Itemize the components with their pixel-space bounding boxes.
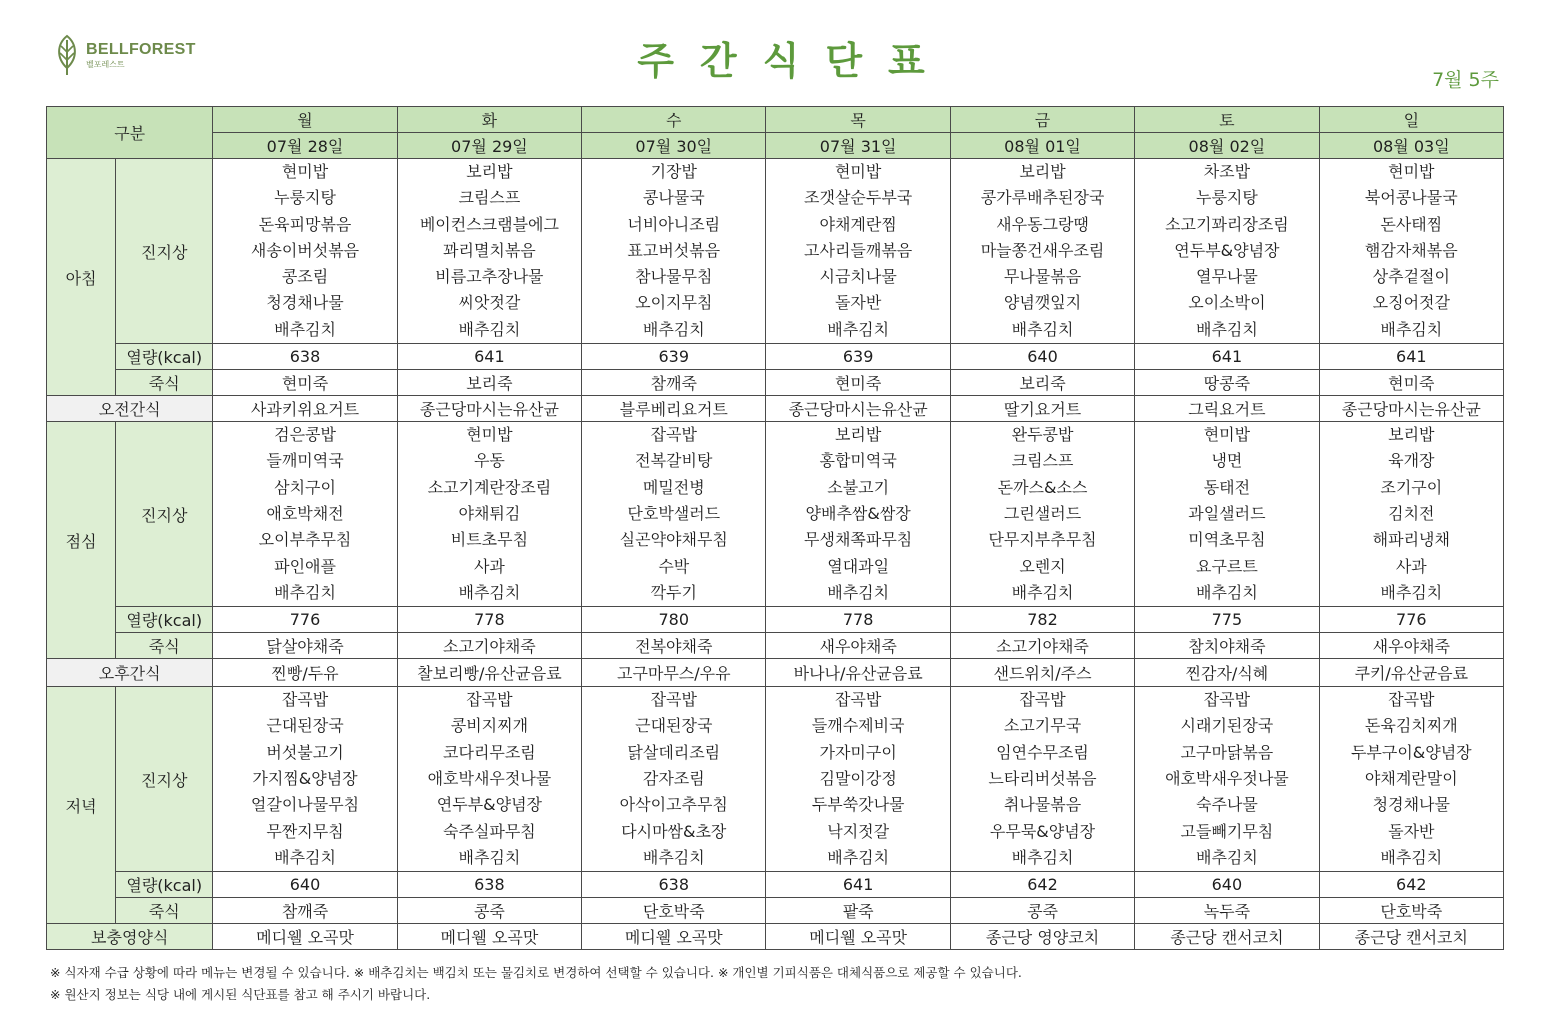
menu-item: 임연수무조림 <box>996 742 1089 762</box>
breakfast-kcal-value: 641 <box>397 344 581 370</box>
lunch-porridge-label: 죽식 <box>116 633 213 659</box>
menu-item: 배추김치 <box>458 319 521 339</box>
menu-item: 양배추쌈&쌈장 <box>805 503 911 523</box>
menu-item: 버섯불고기 <box>266 742 344 762</box>
menu-item: 돌자반 <box>834 293 882 313</box>
menu-item: 비트초무침 <box>450 530 529 550</box>
lunch-kcal-value: 776 <box>213 607 397 633</box>
am_snack-item: 블루베리요거트 <box>582 396 766 422</box>
dinner-menu-cell <box>1135 687 1319 872</box>
menu-item: 닭살데리조림 <box>627 742 721 762</box>
menu-item: 연두부&양념장 <box>436 795 543 815</box>
menu-item: 콩조림 <box>281 267 329 287</box>
menu-item: 수박 <box>658 556 690 576</box>
header-row-dates <box>47 133 1504 159</box>
menu-item: 소고기꽈리장조림 <box>1165 214 1289 234</box>
dinner-menu-cell <box>582 687 766 872</box>
menu-item: 보리밥 <box>466 162 513 181</box>
dinner-porridge-item: 팥죽 <box>766 898 950 924</box>
lunch-kcal-label: 열량(kcal) <box>116 607 213 633</box>
dinner-label: 저녁 <box>47 687 116 924</box>
menu-item: 야채계란말이 <box>1364 769 1458 789</box>
dinner-main-label: 진지상 <box>116 687 213 872</box>
menu-item: 햄감자채볶음 <box>1364 240 1458 260</box>
breakfast-kcal-value: 639 <box>582 344 766 370</box>
breakfast-menu-cell <box>397 159 581 344</box>
day-header: 화 <box>397 107 581 133</box>
menu-item: 돈까스&소스 <box>997 477 1088 497</box>
breakfast-menu-cell <box>766 159 950 344</box>
menu-item: 크림스프 <box>458 188 521 208</box>
menu-item: 참나물무침 <box>635 267 713 287</box>
supplement-item: 종근당 캔서코치 <box>1319 924 1503 950</box>
menu-item: 표고버섯볶음 <box>627 240 721 260</box>
supplement-item: 메디웰 오곡맛 <box>582 924 766 950</box>
lunch-porridge-item: 새우야채죽 <box>1319 633 1503 659</box>
menu-item: 냉면 <box>1211 451 1243 471</box>
supplement-item: 종근당 캔서코치 <box>1135 924 1319 950</box>
menu-item: 오이소박이 <box>1188 293 1266 313</box>
menu-item: 돈육김치찌개 <box>1364 716 1458 736</box>
breakfast-menu-cell <box>1319 159 1503 344</box>
menu-item: 깍두기 <box>650 582 697 602</box>
menu-item: 근대된장국 <box>635 716 713 736</box>
menu-item: 숙주실파무침 <box>443 821 536 841</box>
menu-item: 배추김치 <box>1195 582 1258 602</box>
lunch-porridge-item: 참치야채죽 <box>1135 633 1319 659</box>
menu-item: 돌자반 <box>1388 821 1435 841</box>
menu-item: 배추김치 <box>827 582 890 602</box>
menu-item: 요구르트 <box>1195 556 1258 576</box>
pm_snack-item: 샌드위치/주스 <box>950 659 1134 687</box>
note-line: ※ 원산지 정보는 식당 내에 게시된 식단표를 참고 해 주시기 바랍니다. <box>50 987 431 1002</box>
menu-item: 콩가루배추된장국 <box>980 188 1105 208</box>
menu-item: 현미밥 <box>834 162 882 181</box>
menu-item: 김치전 <box>1388 503 1435 523</box>
menu-item: 잡곡밥 <box>834 690 882 710</box>
menu-item: 배추김치 <box>1380 582 1443 602</box>
menu-item: 연두부&양념장 <box>1174 240 1280 260</box>
menu-item: 메밀전병 <box>642 477 705 497</box>
dinner-menu-cell <box>213 687 397 872</box>
date-header: 08월 02일 <box>1135 133 1319 159</box>
lunch-label: 점심 <box>47 422 116 659</box>
menu-item: 배추김치 <box>274 847 336 867</box>
supplement-row <box>47 924 1504 950</box>
menu-item: 무나물볶음 <box>1003 267 1082 287</box>
lunch-kcal-row <box>47 607 1504 633</box>
dinner-porridge-label: 죽식 <box>116 898 213 924</box>
notes <box>50 962 1022 1006</box>
breakfast-porridge-label: 죽식 <box>116 370 213 396</box>
dinner-porridge-item: 콩죽 <box>397 898 581 924</box>
menu-item: 보리밥 <box>1019 162 1066 181</box>
menu-item: 현미밥 <box>466 425 513 445</box>
header-row-days <box>47 107 1504 133</box>
menu-item: 양념깻잎지 <box>1003 293 1082 313</box>
menu-item: 파인애플 <box>274 556 336 576</box>
dinner-kcal-row <box>47 872 1504 898</box>
breakfast-main-row <box>47 159 1504 344</box>
menu-item: 우동 <box>473 451 505 471</box>
logo-subtitle: 벨포레스트 <box>86 59 125 69</box>
week-label: 7월 5주 <box>1432 69 1499 91</box>
menu-item: 그린샐러드 <box>1003 503 1082 523</box>
menu-item: 두부구이&양념장 <box>1350 742 1472 762</box>
menu-item: 들깨수제비국 <box>811 716 905 736</box>
menu-item: 가지찜&양념장 <box>252 769 358 789</box>
lunch-menu-cell <box>213 422 397 607</box>
dinner-porridge-item: 단호박죽 <box>582 898 766 924</box>
menu-item: 새우동그랑땡 <box>996 214 1089 234</box>
menu-item: 돈육피망볶음 <box>258 214 352 234</box>
menu-item: 배추김치 <box>827 847 890 867</box>
menu-item: 사과 <box>473 556 505 576</box>
dinner-kcal-value: 642 <box>1319 872 1503 898</box>
menu-item: 근대된장국 <box>266 716 344 736</box>
date-header: 08월 01일 <box>950 133 1134 159</box>
supplement-item: 메디웰 오곡맛 <box>213 924 397 950</box>
breakfast-kcal-value: 639 <box>766 344 950 370</box>
menu-item: 청경채나물 <box>266 293 344 313</box>
dinner-menu-cell <box>766 687 950 872</box>
pm_snack-item: 고구마무스/우유 <box>582 659 766 687</box>
breakfast-kcal-value: 641 <box>1319 344 1503 370</box>
am_snack-item: 그릭요거트 <box>1135 396 1319 422</box>
dinner-main-row <box>47 687 1504 872</box>
menu-item: 조기구이 <box>1380 477 1443 497</box>
menu-item: 배추김치 <box>1380 319 1443 339</box>
day-header: 수 <box>582 107 766 133</box>
pm_snack-item: 찰보리빵/유산균음료 <box>397 659 581 687</box>
dinner-kcal-value: 641 <box>766 872 950 898</box>
am_snack-item: 종근당마시는유산균 <box>397 396 581 422</box>
breakfast-porridge-item: 보리죽 <box>950 370 1134 396</box>
am_snack-item: 딸기요거트 <box>950 396 1134 422</box>
menu-item: 김말이강정 <box>819 769 897 789</box>
lunch-kcal-value: 776 <box>1319 607 1503 633</box>
breakfast-porridge-item: 현미죽 <box>766 370 950 396</box>
day-header: 월 <box>213 107 397 133</box>
breakfast-kcal-value: 640 <box>950 344 1134 370</box>
menu-item: 시래기된장국 <box>1180 716 1274 736</box>
menu-item: 현미밥 <box>1388 162 1435 181</box>
menu-item: 콩비지찌개 <box>450 716 529 736</box>
pm_snack-label: 오후간식 <box>47 659 213 687</box>
menu-item: 미역초무침 <box>1188 530 1266 550</box>
menu-item: 잡곡밥 <box>650 690 697 710</box>
menu-item: 배추김치 <box>642 847 705 867</box>
lunch-menu-cell <box>1319 422 1503 607</box>
menu-item: 배추김치 <box>1195 847 1258 867</box>
menu-item: 잡곡밥 <box>650 425 697 445</box>
menu-item: 시금치나물 <box>819 267 897 287</box>
breakfast-kcal-value: 638 <box>213 344 397 370</box>
menu-item: 오이부추무침 <box>258 530 352 550</box>
breakfast-menu-cell <box>1135 159 1319 344</box>
menu-item: 배추김치 <box>458 847 521 867</box>
menu-item: 단무지부추무침 <box>988 530 1097 550</box>
pm_snack-item: 쿠키/유산균음료 <box>1319 659 1503 687</box>
menu-item: 과일샐러드 <box>1188 503 1266 523</box>
supplement-label: 보충영양식 <box>47 924 213 950</box>
menu-item: 북어콩나물국 <box>1364 188 1458 208</box>
menu-item: 동태전 <box>1203 477 1251 497</box>
date-header: 07월 30일 <box>582 133 766 159</box>
day-header: 금 <box>950 107 1134 133</box>
menu-item: 비름고추장나물 <box>435 267 544 287</box>
breakfast-porridge-item: 현미죽 <box>1319 370 1503 396</box>
lunch-kcal-value: 778 <box>397 607 581 633</box>
menu-item: 크림스프 <box>1011 451 1074 471</box>
menu-item: 열대과일 <box>827 556 890 576</box>
menu-item: 무짠지무침 <box>266 821 344 841</box>
supplement-item: 메디웰 오곡맛 <box>397 924 581 950</box>
lunch-menu-cell <box>397 422 581 607</box>
am_snack-item: 종근당마시는유산균 <box>1319 396 1503 422</box>
menu-item: 숙주나물 <box>1195 795 1258 815</box>
menu-item: 두부쑥갓나물 <box>811 795 905 815</box>
breakfast-menu-cell <box>950 159 1134 344</box>
menu-item: 야채튀김 <box>458 503 521 523</box>
menu-item: 누룽지탕 <box>274 188 336 208</box>
lunch-porridge-item: 새우야채죽 <box>766 633 950 659</box>
lunch-menu-cell <box>582 422 766 607</box>
lunch-kcal-value: 775 <box>1135 607 1319 633</box>
menu-item: 잡곡밥 <box>1019 690 1066 710</box>
breakfast-porridge-item: 땅콩죽 <box>1135 370 1319 396</box>
menu-item: 씨앗젓갈 <box>458 293 521 313</box>
menu-item: 무생채쪽파무침 <box>804 530 913 550</box>
menu-item: 잡곡밥 <box>1203 690 1251 710</box>
menu-item: 차조밥 <box>1203 162 1251 181</box>
date-header: 08월 03일 <box>1319 133 1503 159</box>
logo-name: BELLFOREST <box>86 40 196 58</box>
menu-item: 콩나물국 <box>642 188 705 208</box>
menu-item: 고사리들깨볶음 <box>804 240 913 260</box>
menu-item: 잡곡밥 <box>466 690 513 710</box>
menu-item: 실곤약야채무침 <box>619 530 728 550</box>
lunch-porridge-item: 소고기야채죽 <box>950 633 1134 659</box>
dinner-porridge-item: 콩죽 <box>950 898 1134 924</box>
weekly-menu-table <box>46 106 1504 950</box>
lunch-porridge-item: 소고기야채죽 <box>397 633 581 659</box>
lunch-kcal-value: 778 <box>766 607 950 633</box>
menu-item: 보리밥 <box>1388 425 1435 445</box>
lunch-main-label: 진지상 <box>116 422 213 607</box>
menu-item: 가자미구이 <box>819 742 897 762</box>
dinner-porridge-row <box>47 898 1504 924</box>
menu-item: 배추김치 <box>1011 319 1074 339</box>
menu-item: 육개장 <box>1388 451 1435 471</box>
menu-item: 홍합미역국 <box>819 451 897 471</box>
supplement-item: 종근당 영양코치 <box>950 924 1134 950</box>
menu-item: 베이컨스크램블에그 <box>419 214 559 234</box>
breakfast-porridge-item: 현미죽 <box>213 370 397 396</box>
menu-item: 잡곡밥 <box>281 690 329 710</box>
pm_snack-row <box>47 659 1504 687</box>
lunch-menu-cell <box>950 422 1134 607</box>
lunch-porridge-item: 닭살야채죽 <box>213 633 397 659</box>
menu-item: 들깨미역국 <box>266 451 344 471</box>
pm_snack-item: 바나나/유산균음료 <box>766 659 950 687</box>
menu-item: 조갯살순두부국 <box>804 188 913 208</box>
menu-item: 오렌지 <box>1019 556 1066 576</box>
menu-item: 소고기무국 <box>1003 716 1082 736</box>
breakfast-menu-cell <box>213 159 397 344</box>
menu-item: 소고기계란장조림 <box>427 477 552 497</box>
breakfast-porridge-item: 참깨죽 <box>582 370 766 396</box>
dinner-kcal-value: 640 <box>213 872 397 898</box>
breakfast-label: 아침 <box>47 159 116 396</box>
menu-item: 전복갈비탕 <box>635 451 713 471</box>
menu-item: 돈사태찜 <box>1380 214 1443 234</box>
menu-item: 애호박새우젓나물 <box>1165 769 1289 789</box>
date-header: 07월 29일 <box>397 133 581 159</box>
dinner-menu-cell <box>397 687 581 872</box>
lunch-menu-cell <box>1135 422 1319 607</box>
lunch-porridge-item: 전복야채죽 <box>582 633 766 659</box>
menu-item: 배추김치 <box>1195 319 1258 339</box>
supplement-item: 메디웰 오곡맛 <box>766 924 950 950</box>
menu-item: 고들빼기무침 <box>1180 821 1274 841</box>
menu-item: 꽈리멸치볶음 <box>443 240 536 260</box>
menu-item: 코다리무조림 <box>443 742 536 762</box>
menu-item: 아삭이고추무침 <box>619 795 728 815</box>
lunch-menu-cell <box>766 422 950 607</box>
dinner-kcal-label: 열량(kcal) <box>116 872 213 898</box>
menu-item: 느타리버섯볶음 <box>988 769 1097 789</box>
menu-item: 해파리냉채 <box>1372 530 1450 550</box>
menu-item: 오징어젓갈 <box>1372 293 1450 313</box>
menu-item: 낙지젓갈 <box>827 821 890 841</box>
menu-item: 마늘쫑건새우조림 <box>980 240 1105 260</box>
lunch-main-row <box>47 422 1504 607</box>
dinner-porridge-item: 녹두죽 <box>1135 898 1319 924</box>
dinner-kcal-value: 640 <box>1135 872 1319 898</box>
menu-item: 배추김치 <box>1380 847 1443 867</box>
dinner-menu-cell <box>1319 687 1503 872</box>
menu-item: 보리밥 <box>834 425 882 445</box>
menu-item: 배추김치 <box>1011 847 1074 867</box>
breakfast-kcal-label: 열량(kcal) <box>116 344 213 370</box>
menu-item: 새송이버섯볶음 <box>250 240 360 260</box>
menu-item: 오이지무침 <box>635 293 713 313</box>
breakfast-porridge-row <box>47 370 1504 396</box>
menu-item: 열무나물 <box>1195 267 1258 287</box>
menu-item: 얼갈이나물무침 <box>250 795 360 815</box>
page-title: 주간식단표 <box>637 39 951 83</box>
menu-item: 완두콩밥 <box>1011 425 1074 445</box>
menu-item: 청경채나물 <box>1372 795 1450 815</box>
menu-item: 야채계란찜 <box>819 214 897 234</box>
lunch-porridge-row <box>47 633 1504 659</box>
menu-item: 고구마닭볶음 <box>1180 742 1274 762</box>
date-header: 07월 31일 <box>766 133 950 159</box>
dinner-menu-cell <box>950 687 1134 872</box>
category-header: 구분 <box>47 107 213 159</box>
date-header: 07월 28일 <box>213 133 397 159</box>
day-header: 일 <box>1319 107 1503 133</box>
dinner-porridge-item: 단호박죽 <box>1319 898 1503 924</box>
menu-item: 상추겉절이 <box>1372 267 1450 287</box>
pm_snack-item: 찐빵/두유 <box>213 659 397 687</box>
menu-item: 사과 <box>1395 556 1427 576</box>
menu-item: 배추김치 <box>458 582 521 602</box>
menu-item: 취나물볶음 <box>1003 795 1082 815</box>
am_snack-row <box>47 396 1504 422</box>
menu-item: 배추김치 <box>642 319 705 339</box>
dinner-kcal-value: 642 <box>950 872 1134 898</box>
dinner-kcal-value: 638 <box>397 872 581 898</box>
am_snack-item: 사과키위요거트 <box>213 396 397 422</box>
menu-item: 배추김치 <box>1011 582 1074 602</box>
breakfast-main-label: 진지상 <box>116 159 213 344</box>
day-header: 토 <box>1135 107 1319 133</box>
pm_snack-item: 찐감자/식혜 <box>1135 659 1319 687</box>
breakfast-kcal-row <box>47 344 1504 370</box>
am_snack-label: 오전간식 <box>47 396 213 422</box>
menu-item: 잡곡밥 <box>1388 690 1435 710</box>
menu-item: 검은콩밥 <box>274 425 336 445</box>
menu-item: 기장밥 <box>650 162 697 181</box>
menu-item: 감자조림 <box>642 769 705 789</box>
menu-item: 현미밥 <box>1203 425 1251 445</box>
menu-item: 애호박새우젓나물 <box>427 769 552 789</box>
breakfast-porridge-item: 보리죽 <box>397 370 581 396</box>
menu-item: 누룽지탕 <box>1195 188 1258 208</box>
menu-item: 우무묵&양념장 <box>989 821 1096 841</box>
note-line: ※ 식자재 수급 상황에 따라 메뉴는 변경될 수 있습니다. ※ 배추김치는 백김치 또는 물김치로 변경하여 선택할 수 있습니다. ※ 개인별 기피식품은 대체식품으로 제공할 수 있습니다. <box>50 965 1022 980</box>
breakfast-kcal-value: 641 <box>1135 344 1319 370</box>
menu-item: 소불고기 <box>827 477 890 497</box>
breakfast-menu-cell <box>582 159 766 344</box>
menu-item: 삼치구이 <box>274 477 336 497</box>
am_snack-item: 종근당마시는유산균 <box>766 396 950 422</box>
menu-item: 배추김치 <box>274 319 336 339</box>
menu-item: 애호박채전 <box>266 503 344 523</box>
lunch-kcal-value: 782 <box>950 607 1134 633</box>
menu-item: 배추김치 <box>274 582 336 602</box>
lunch-kcal-value: 780 <box>582 607 766 633</box>
menu-item: 현미밥 <box>281 162 329 181</box>
menu-item: 다시마쌈&초장 <box>621 821 727 841</box>
dinner-porridge-item: 참깨죽 <box>213 898 397 924</box>
menu-item: 단호박샐러드 <box>627 503 721 523</box>
menu-item: 배추김치 <box>827 319 890 339</box>
day-header: 목 <box>766 107 950 133</box>
menu-item: 너비아니조림 <box>627 214 721 234</box>
dinner-kcal-value: 638 <box>582 872 766 898</box>
